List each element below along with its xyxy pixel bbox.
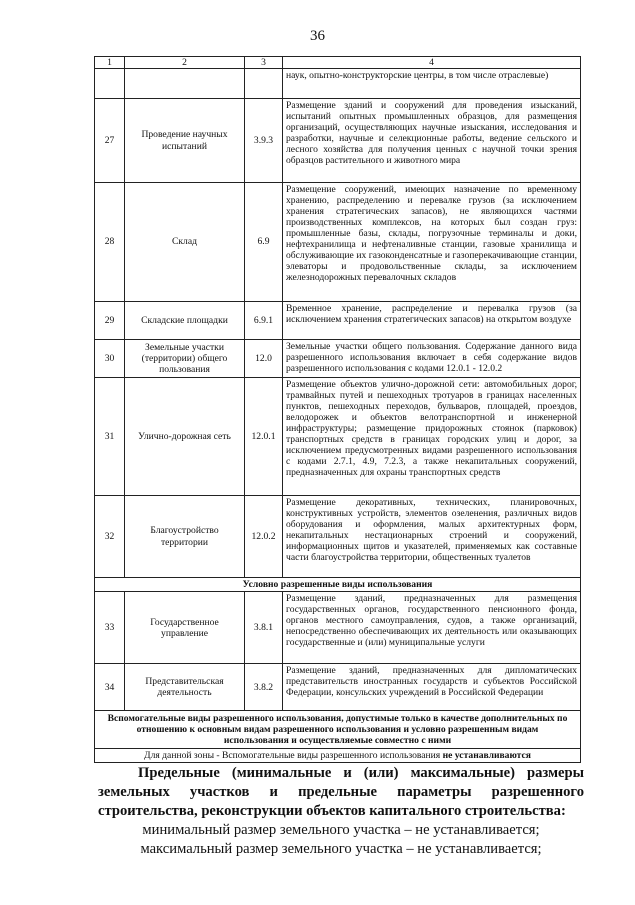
page-number: 36	[310, 28, 325, 44]
max-plot-size: максимальный размер земельного участка – не устанавливается;	[140, 841, 542, 857]
row-number: 29	[95, 302, 125, 340]
header-col-4: 4	[283, 57, 581, 69]
use-description: Размещение декоративных, технических, планировочных, конструктивных устройств, элементов озеленения, различных видов оборудования и оформления, малых архитектурных форм, некапитальных нестационарных строений и сооружений, информационных щитов и указателей, применяемых как составные части благоустройства территории, общественных туалетов	[283, 496, 581, 578]
use-name: Проведение научных испытаний	[125, 99, 245, 183]
use-description: Размещение объектов улично-дорожной сети: автомобильных дорог, трамвайных путей и пешеходных тротуаров в границах населенных пунктов, пешеходных переходов, бульваров, площадей, проездов, велодорожек и объектов велотранспортной и инженерной инфраструктуры; размещение придорожных стоянок (парковок) транспортных средств в границах городских улиц и дорог, за исключением предусмотренных видами разрешенного использования с кодами 2.7.1, 4.9, 7.2.3, а также некапитальных сооружений, предназначенных для охраны транспортных средств	[283, 378, 581, 496]
row-number: 33	[95, 592, 125, 664]
use-code: 6.9.1	[245, 302, 283, 340]
use-name: Складские площадки	[125, 302, 245, 340]
use-description: Размещение зданий и сооружений для проведения изысканий, испытаний опытных промышленных образцов, для размещения организаций, осуществляющих научные изыскания, исследования и разработки, научные и селекционные работы, ведение сельского и лесного хозяйства для получения ценных с научной точки зрения образцов растительного и животного мира	[283, 99, 581, 183]
table-header-row	[95, 57, 581, 69]
aux-header: Вспомогательные виды разрешенного использования, допустимые только в качестве дополнительных по отношению к основным видам разрешенного использования и условно разрешенным видам использования и осуществляемые совместно с ними	[95, 711, 581, 749]
aux-note-text: Для данной зоны - Вспомогательные виды разрешенного использования	[144, 750, 441, 762]
use-name: Склад	[125, 183, 245, 302]
use-name	[125, 69, 245, 99]
header-col-3: 3	[245, 57, 283, 69]
table-row	[95, 592, 581, 664]
use-description: Размещение зданий, предназначенных для размещения государственных органов, государственного пенсионного фонда, органов местного самоуправления, судов, а также организаций, непосредственно обеспечивающих их деятельность или оказывающих государственные и (или) муниципальные услуги	[283, 592, 581, 664]
table-row	[95, 69, 581, 99]
use-code: 3.9.3	[245, 99, 283, 183]
aux-note	[95, 749, 581, 763]
use-name: Земельные участки (территории) общего пользования	[125, 340, 245, 378]
use-description: Размещение сооружений, имеющих назначение по временному хранению, распределению и перевалке грузов (за исключением хранения стратегических запасов), не являющихся частями производственных комплексов, на которых был создан груз: промышленные базы, склады, погрузочные терминалы и доки, нефтехранилища и нефтеналивные станции, газовые хранилища и обслуживающие их газоконденсатные и газоперекачивающие станции, элеваторы и продовольственные склады, за исключением железнодорожных перевалочных складов	[283, 183, 581, 302]
row-number	[95, 69, 125, 99]
aux-header-row	[95, 711, 581, 749]
use-code: 12.0.1	[245, 378, 283, 496]
row-number: 30	[95, 340, 125, 378]
aux-note-row	[95, 749, 581, 763]
table-row	[95, 302, 581, 340]
table-row	[95, 378, 581, 496]
limits-section	[98, 764, 584, 859]
header-col-1: 1	[95, 57, 125, 69]
use-description: наук, опытно-конструкторские центры, в том числе отраслевые)	[283, 69, 581, 99]
min-plot-size: минимальный размер земельного участка – не устанавливается;	[142, 822, 540, 838]
table-row	[95, 664, 581, 711]
row-number: 31	[95, 378, 125, 496]
use-code: 3.8.1	[245, 592, 283, 664]
table-row	[95, 99, 581, 183]
use-name: Благоустройство территории	[125, 496, 245, 578]
use-code: 12.0	[245, 340, 283, 378]
section-title-conditional: Условно разрешенные виды использования	[95, 578, 581, 592]
use-description: Земельные участки общего пользования. Содержание данного вида разрешенного использования включает в себя содержание видов разрешенного использования с кодами 12.0.1 - 12.0.2	[283, 340, 581, 378]
use-name: Государственное управление	[125, 592, 245, 664]
row-number: 34	[95, 664, 125, 711]
row-number: 27	[95, 99, 125, 183]
header-col-2: 2	[125, 57, 245, 69]
use-code	[245, 69, 283, 99]
use-name: Улично-дорожная сеть	[125, 378, 245, 496]
aux-note-emphasis: не устанавливаются	[442, 750, 531, 762]
table-row	[95, 340, 581, 378]
table-row	[95, 496, 581, 578]
section-row	[95, 578, 581, 592]
use-code: 3.8.2	[245, 664, 283, 711]
use-name: Представительская деятельность	[125, 664, 245, 711]
limits-heading: Предельные (минимальные и (или) максимальные) размеры земельных участков и предельные параметры разрешенного строительства, реконструкции объектов капитального строительства:	[98, 765, 584, 819]
use-code: 12.0.2	[245, 496, 283, 578]
use-description: Временное хранение, распределение и перевалка грузов (за исключением хранения стратегических запасов) на открытом воздухе	[283, 302, 581, 340]
row-number: 28	[95, 183, 125, 302]
row-number: 32	[95, 496, 125, 578]
use-code: 6.9	[245, 183, 283, 302]
use-description: Размещение зданий, предназначенных для дипломатических представительств иностранных государств и субъектов Российской Федерации, консульских учреждений в Российской Федерации	[283, 664, 581, 711]
table-row	[95, 183, 581, 302]
land-use-table	[94, 56, 581, 763]
